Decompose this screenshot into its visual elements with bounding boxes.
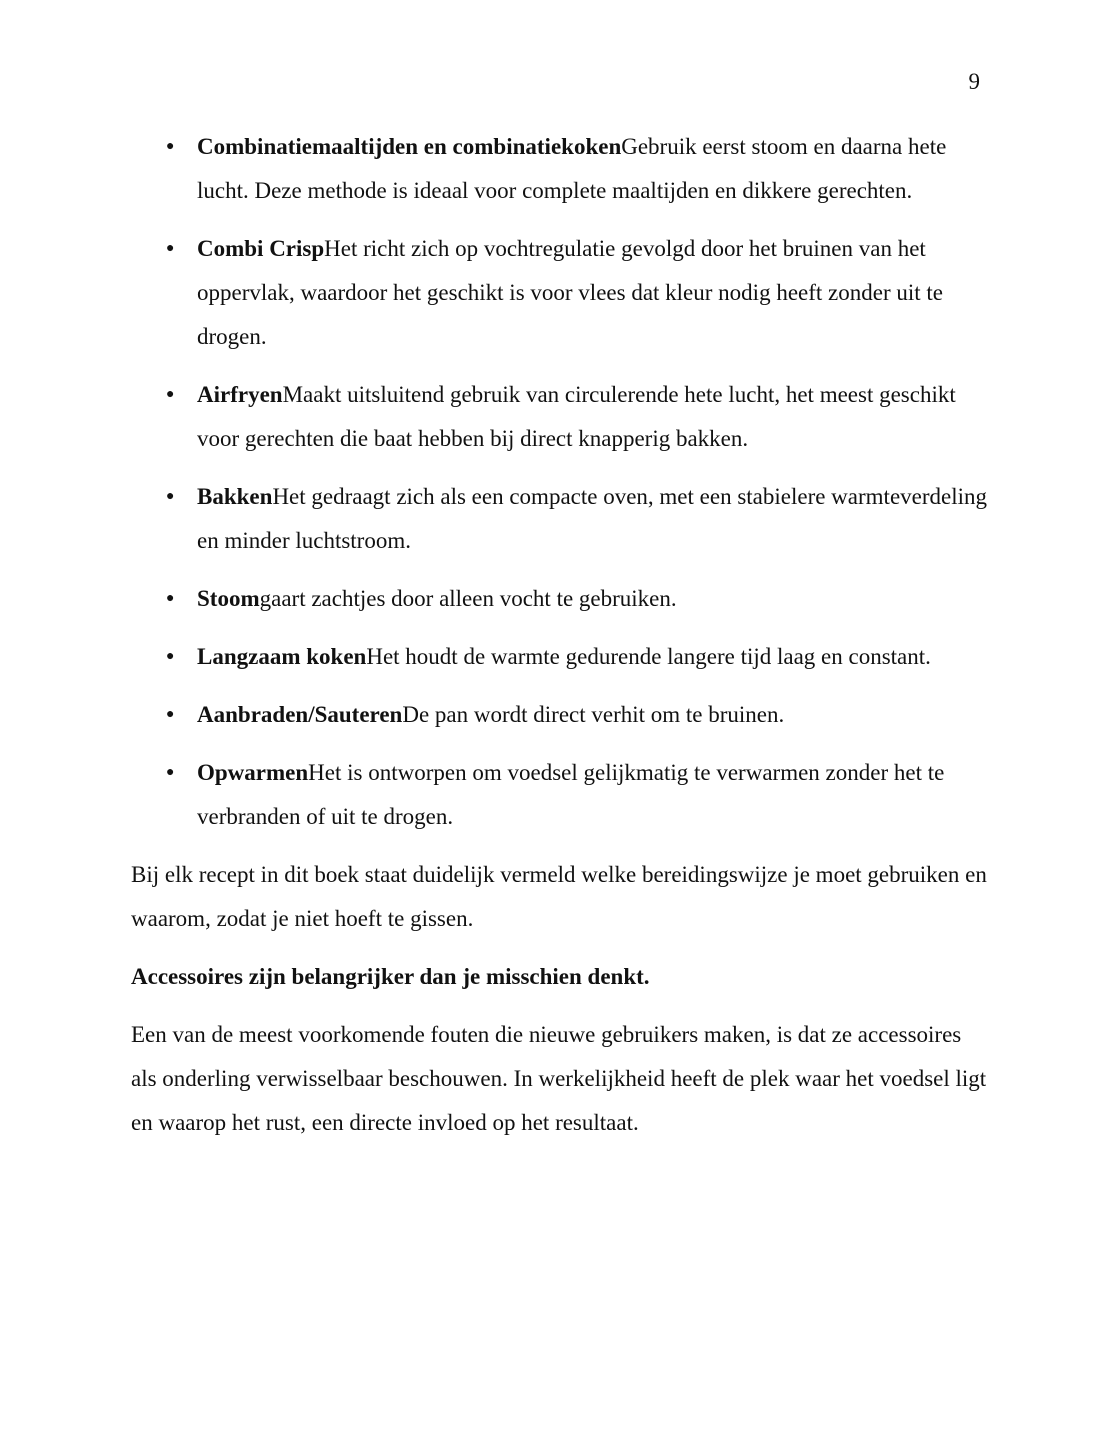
cooking-methods-list	[131, 125, 991, 839]
method-description: Gebruik eerst stoom en daarna hete lucht. Deze methode is ideaal voor complete maaltijden en dikkere gerechten.	[197, 134, 947, 203]
list-item	[131, 635, 991, 679]
bullet-icon: ●	[166, 591, 175, 606]
body-paragraph: Een van de meest voorkomende fouten die nieuwe gebruikers maken, is dat ze accessoires als onderling verwisselbaar beschouwen. In werkelijkheid heeft de plek waar het voedsel ligt en waarop het rust, een directe invloed op het resultaat.	[131, 1022, 987, 1135]
bullet-icon: ●	[166, 139, 175, 154]
list-item	[131, 751, 991, 839]
section-heading: Accessoires zijn belangrijker dan je misschien denkt.	[131, 964, 650, 989]
bullet-icon: ●	[166, 387, 175, 402]
method-description: Het gedraagt zich als een compacte oven, met een stabielere warmteverdeling en minder luchtstroom.	[197, 484, 988, 553]
bullet-icon: ●	[166, 765, 175, 780]
method-term: Combinatiemaaltijden en combinatiekoken	[197, 134, 622, 159]
method-term: Opwarmen	[197, 760, 309, 785]
list-item	[131, 693, 991, 737]
body-paragraph: Bij elk recept in dit boek staat duidelijk vermeld welke bereidingswijze je moet gebruiken en waarom, zodat je niet hoeft te gissen.	[131, 862, 987, 931]
bullet-icon: ●	[166, 241, 175, 256]
method-term: Combi Crisp	[197, 236, 325, 261]
bullet-icon: ●	[166, 707, 175, 722]
method-term: Bakken	[197, 484, 273, 509]
bullet-icon: ●	[166, 649, 175, 664]
list-item	[131, 373, 991, 461]
method-description: gaart zachtjes door alleen vocht te gebruiken.	[259, 586, 677, 611]
bullet-icon: ●	[166, 489, 175, 504]
list-item	[131, 227, 991, 359]
method-term: Stoom	[197, 586, 260, 611]
method-description: De pan wordt direct verhit om te bruinen.	[402, 702, 785, 727]
list-item	[131, 577, 991, 621]
page-number: 9	[968, 69, 980, 94]
method-description: Het is ontworpen om voedsel gelijkmatig te verwarmen zonder het te verbranden of uit te drogen.	[197, 760, 945, 829]
method-term: Airfryen	[197, 382, 283, 407]
method-description: Maakt uitsluitend gebruik van circulerende hete lucht, het meest geschikt voor gerechten die baat hebben bij direct knapperig bakken.	[197, 382, 956, 451]
list-item	[131, 475, 991, 563]
list-item	[131, 125, 991, 213]
method-term: Aanbraden/Sauteren	[197, 702, 403, 727]
method-description: Het houdt de warmte gedurende langere tijd laag en constant.	[366, 644, 931, 669]
page-content	[131, 125, 991, 1159]
method-description: Het richt zich op vochtregulatie gevolgd door het bruinen van het oppervlak, waardoor het geschikt is voor vlees dat kleur nodig heeft zonder uit te drogen.	[197, 236, 943, 349]
method-term: Langzaam koken	[197, 644, 367, 669]
